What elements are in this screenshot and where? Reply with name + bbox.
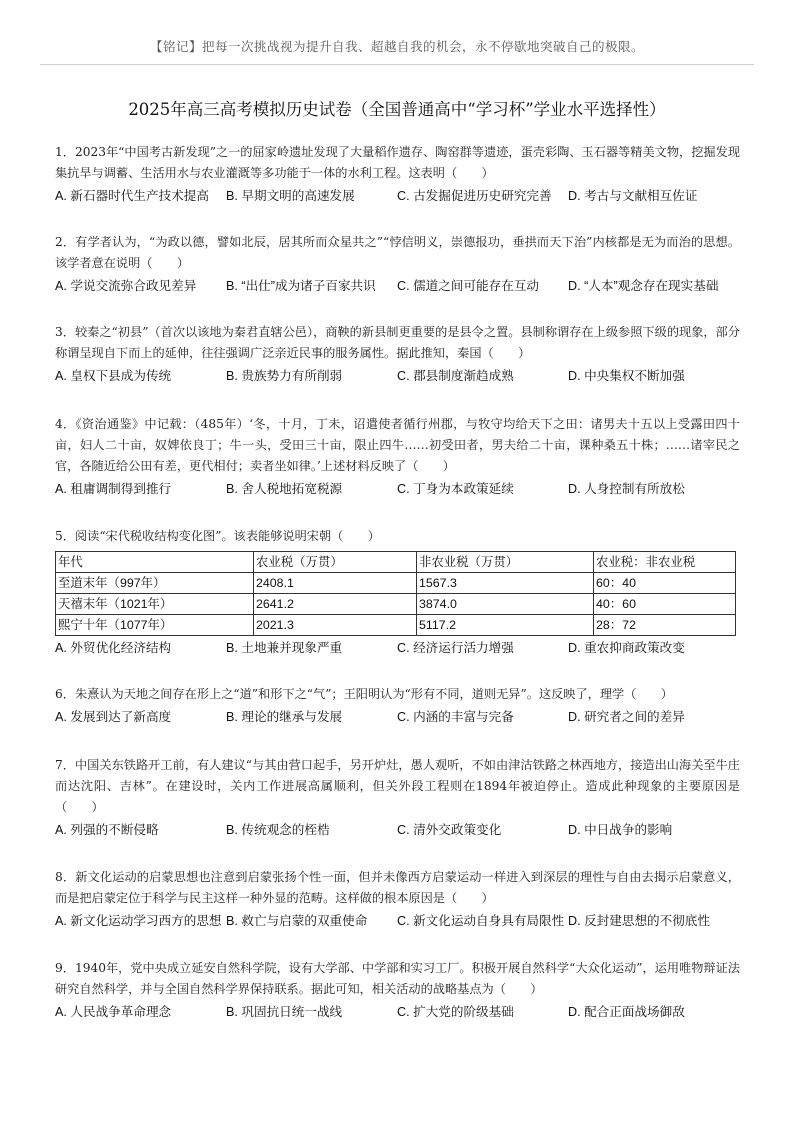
- table-cell: 40：60: [594, 594, 736, 615]
- question-stem: 2．有学者认为，“为政以德，譬如北辰，居其所而众星共之”“悖信明义，崇德报功，垂拱而天下治”内核都是无为而治的思想。该学者意在说明（ ）: [55, 235, 740, 270]
- tax-structure-table: [55, 551, 736, 636]
- table-cell: 60：40: [594, 573, 736, 594]
- option-c[interactable]: C. 新文化运动自身具有局限性: [397, 914, 565, 928]
- option-c[interactable]: C. 儒道之间可能存在互动: [397, 279, 540, 293]
- question-7: [55, 755, 740, 840]
- table-cell: 1567.3: [417, 573, 594, 594]
- question-stem: 9．1940年，党中央成立延安自然科学院，设有大学部、中学部和实习工厂。积极开展自然科学“大众化运动”，运用唯物辩证法研究自然科学，并与全国自然科学界保持联系。据此可知，相关活动的战略基点为（ ）: [55, 961, 740, 996]
- question-stem: 1．2023年“中国考古新发现”之一的屈家岭遗址发现了大量稻作遗存、陶窑群等遗迹，蛋壳彩陶、玉石器等精美文物，挖掘发现集抗旱与调蓄、生活用水与农业灌溉等多功能于一体的水利工程。这表明（ ）: [55, 145, 740, 180]
- table-cell: 至道末年（997年）: [56, 573, 254, 594]
- table-cell: 天禧末年（1021年）: [56, 594, 254, 615]
- options-row: [55, 276, 740, 296]
- question-4: [55, 414, 740, 499]
- table-cell: 熙宁十年（1077年）: [56, 615, 254, 636]
- question-stem: 8．新文化运动的启蒙思想也注意到启蒙张扬个性一面，但并未像西方启蒙运动一样进入到深层的理性与自由去揭示启蒙意义，而是把启蒙定位于科学与民主这样一种外显的范畴。这样做的根本原因是（ ）: [55, 870, 740, 905]
- table-cell: 2021.3: [254, 615, 417, 636]
- option-c[interactable]: C. 内涵的丰富与完备: [397, 710, 514, 724]
- question-5: [55, 526, 740, 658]
- question-stem: 3．较秦之“初县”（首次以该地为秦君直辖公邑），商鞅的新县制更重要的是县令之置。县制称谓存在上级参照下级的现象，部分称谓呈现自下而上的延伸，往往强调广泛亲近民事的服务属性。据此推知，秦国（ ）: [55, 325, 740, 360]
- question-3: [55, 322, 740, 386]
- table-row: [56, 573, 736, 594]
- option-b[interactable]: B. 贵族势力有所削弱: [226, 369, 343, 383]
- options-row: [55, 820, 740, 840]
- option-a[interactable]: A. 人民战争革命理念: [55, 1005, 172, 1019]
- option-d[interactable]: D. 考古与文献相互佐证: [568, 189, 698, 203]
- option-d[interactable]: D. 中央集权不断加强: [568, 369, 685, 383]
- table-row: [56, 615, 736, 636]
- table-header-cell: 农业税（万贯）: [254, 552, 417, 573]
- option-d[interactable]: D. 中日战争的影响: [568, 823, 673, 837]
- header-divider: [40, 64, 754, 65]
- question-6: [55, 684, 740, 727]
- options-row: [55, 479, 740, 499]
- table-header-cell: 农业税：非农业税: [594, 552, 736, 573]
- table-cell: 28：72: [594, 615, 736, 636]
- option-a[interactable]: A. 租庸调制得到推行: [55, 482, 172, 496]
- question-9: [55, 958, 740, 1022]
- options-row: [55, 707, 740, 727]
- option-c[interactable]: C. 经济运行活力增强: [397, 641, 514, 655]
- question-stem: 6．朱熹认为天地之间存在形上之“道”和形下之“气”；王阳明认为“形有不同，道则无异”。这反映了，理学（ ）: [55, 687, 673, 701]
- option-b[interactable]: B. 传统观念的桎梏: [226, 823, 330, 837]
- option-a[interactable]: A. 新文化运动学习西方的思想: [55, 914, 222, 928]
- option-a[interactable]: A. 列强的不断侵略: [55, 823, 159, 837]
- table-cell: 3874.0: [417, 594, 594, 615]
- option-c[interactable]: C. 丁身为本政策延续: [397, 482, 514, 496]
- table-cell: 2408.1: [254, 573, 417, 594]
- option-c[interactable]: C. 清外交政策变化: [397, 823, 502, 837]
- option-d[interactable]: D. 重农抑商政策改变: [568, 641, 685, 655]
- motto-banner: 【铭记】把每一次挑战视为提升自我、超越自我的机会，永不停歇地突破自己的极限。: [149, 39, 644, 54]
- option-d[interactable]: D. 人身控制有所放松: [568, 482, 685, 496]
- option-b[interactable]: B. 早期文明的高速发展: [226, 189, 355, 203]
- option-b[interactable]: B. 理论的继承与发展: [226, 710, 343, 724]
- question-2: [55, 232, 740, 296]
- option-d[interactable]: D. 反封建思想的不彻底性: [568, 914, 711, 928]
- options-row: [55, 366, 740, 386]
- option-b[interactable]: B. “出仕”成为诸子百家共识: [226, 279, 376, 293]
- question-stem: 7．中国关东铁路开工前，有人建议“与其由营口起手，另开炉灶，愚人观听，不如由津沽铁路之林西地方，接造出山海关至牛庄而达沈阳、吉林”。在建设时，关内工作进展高属顺利，但关外段工程则在1894年被迫停止。造成此种现象的主要原因是（ ）: [55, 758, 740, 814]
- options-row: [55, 1002, 740, 1022]
- option-a[interactable]: A. 新石器时代生产技术提高: [55, 189, 209, 203]
- question-stem: 4．《资治通鉴》中记载：（485年）‘冬，十月，丁未，诏遣使者循行州郡，与牧守均给天下之田：诸男夫十五以上受露田四十亩，妇人二十亩，奴婢依良丁；牛一头，受田三十亩，限止四牛……初受田者，男夫给二十亩，课种桑五十株；……诸宰民之官，各随近给公田有差，更代相付；卖者坐如律。’上述材料反映了（ ）: [55, 417, 740, 473]
- option-c[interactable]: C. 扩大党的阶级基础: [397, 1005, 514, 1019]
- option-d[interactable]: D. 研究者之间的差异: [568, 710, 685, 724]
- option-a[interactable]: A. 皇权下县成为传统: [55, 369, 172, 383]
- options-row: [55, 911, 740, 931]
- option-a[interactable]: A. 学说交流弥合政见差异: [55, 279, 197, 293]
- question-8: [55, 867, 740, 931]
- option-b[interactable]: B. 舍人税地拓宽税源: [226, 482, 343, 496]
- option-d[interactable]: D. 配合正面战场御敌: [568, 1005, 685, 1019]
- option-d[interactable]: D. “人本”观念存在现实基础: [568, 279, 719, 293]
- options-row: [55, 638, 740, 658]
- options-row: [55, 186, 740, 206]
- option-b[interactable]: B. 巩固抗日统一战线: [226, 1005, 343, 1019]
- table-header-cell: 非农业税（万贯）: [417, 552, 594, 573]
- table-cell: 2641.2: [254, 594, 417, 615]
- table-header-row: [56, 552, 736, 573]
- question-1: [55, 142, 740, 206]
- option-b[interactable]: B. 救亡与启蒙的双重使命: [226, 914, 368, 928]
- table-cell: 5117.2: [417, 615, 594, 636]
- table-row: [56, 594, 736, 615]
- option-c[interactable]: C. 郡县制度渐趋成熟: [397, 369, 514, 383]
- option-c[interactable]: C. 古发掘促进历史研究完善: [397, 189, 552, 203]
- option-a[interactable]: A. 发展到达了新高度: [55, 710, 172, 724]
- exam-title: 2025年高三高考模拟历史试卷（全国普通高中“学习杯”学业水平选择性）: [128, 100, 666, 119]
- option-b[interactable]: B. 土地兼并现象严重: [226, 641, 343, 655]
- table-header-cell: 年代: [56, 552, 254, 573]
- option-a[interactable]: A. 外贸优化经济结构: [55, 641, 172, 655]
- question-stem: 5．阅读“宋代税收结构变化图”。该表能够说明宋朝（ ）: [55, 529, 380, 543]
